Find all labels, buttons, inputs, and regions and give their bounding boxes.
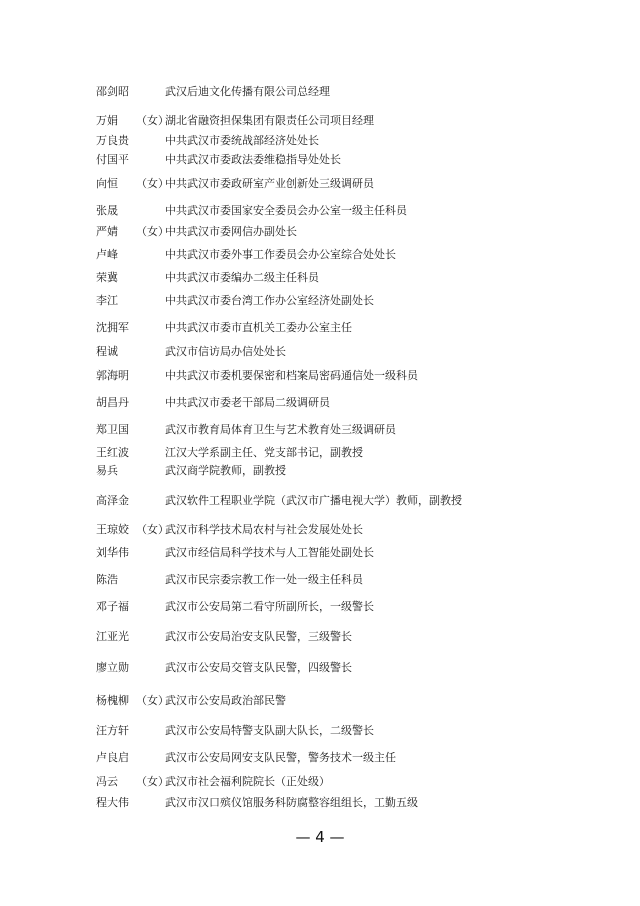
person-title: 武汉市汉口殡仪馆服务科防腐整容组组长，工勤五级 xyxy=(165,796,418,809)
person-title: 武汉市公安局第二看守所副所长，一级警长 xyxy=(165,600,374,613)
person-gender: （女） xyxy=(136,523,169,536)
person-name: 万良贵 xyxy=(96,134,129,147)
person-title: 中共武汉市委机要保密和档案局密码通信处一级科员 xyxy=(165,369,418,382)
person-title: 武汉商学院教师，副教授 xyxy=(165,464,286,477)
person-title: 武汉市社会福利院院长（正处级） xyxy=(165,775,330,788)
person-gender: （女） xyxy=(136,177,169,190)
person-name: 程诚 xyxy=(96,345,118,358)
person-name: 郭海明 xyxy=(96,369,129,382)
person-title: 中共武汉市委网信办副处长 xyxy=(165,225,297,238)
person-title: 湖北省融资担保集团有限责任公司项目经理 xyxy=(165,114,374,127)
person-title: 中共武汉市委台湾工作办公室经济处副处长 xyxy=(165,294,374,307)
person-name: 程大伟 xyxy=(96,796,129,809)
person-title: 中共武汉市委老干部局二级调研员 xyxy=(165,396,330,409)
person-title: 中共武汉市委市直机关工委办公室主任 xyxy=(165,321,352,334)
person-name: 向恒 xyxy=(96,177,118,190)
person-title: 武汉后迪文化传播有限公司总经理 xyxy=(165,85,330,98)
person-name: 郑卫国 xyxy=(96,423,129,436)
person-title: 江汉大学系副主任、党支部书记，副教授 xyxy=(165,446,363,459)
person-name: 荣冀 xyxy=(96,271,118,284)
person-name: 高泽金 xyxy=(96,494,129,507)
person-gender: （女） xyxy=(136,775,169,788)
person-title: 中共武汉市委外事工作委员会办公室综合处处长 xyxy=(165,248,396,261)
person-title: 中共武汉市委编办二级主任科员 xyxy=(165,271,319,284)
person-name: 卢峰 xyxy=(96,248,118,261)
person-title: 武汉市公安局网安支队民警，警务技术一级主任 xyxy=(165,751,396,764)
person-name: 冯云 xyxy=(96,775,118,788)
person-name: 王红波 xyxy=(96,446,129,459)
person-title: 武汉市公安局交管支队民警，四级警长 xyxy=(165,661,352,674)
person-name: 邓子福 xyxy=(96,600,129,613)
person-name: 陈浩 xyxy=(96,573,118,586)
person-name: 沈拥军 xyxy=(96,321,129,334)
person-title: 武汉市公安局政治部民警 xyxy=(165,694,286,707)
person-gender: （女） xyxy=(136,225,169,238)
person-name: 付国平 xyxy=(96,153,129,166)
person-name: 刘华伟 xyxy=(96,546,129,559)
person-name: 卢良启 xyxy=(96,751,129,764)
person-title: 武汉市公安局特警支队副大队长，二级警长 xyxy=(165,724,374,737)
page-number: — 4 — xyxy=(295,828,345,846)
person-title: 武汉市信访局办信处处长 xyxy=(165,345,286,358)
person-title: 武汉软件工程职业学院（武汉市广播电视大学）教师，副教授 xyxy=(165,494,462,507)
person-title: 武汉市科学技术局农村与社会发展处处长 xyxy=(165,523,363,536)
person-name: 江亚光 xyxy=(96,630,129,643)
person-title: 武汉市民宗委宗教工作一处一级主任科员 xyxy=(165,573,363,586)
person-name: 廖立勋 xyxy=(96,661,129,674)
person-title: 中共武汉市委国家安全委员会办公室一级主任科员 xyxy=(165,204,407,217)
person-name: 邵剑昭 xyxy=(96,85,129,98)
person-name: 张晟 xyxy=(96,204,118,217)
person-name: 易兵 xyxy=(96,464,118,477)
person-title: 中共武汉市委统战部经济处处长 xyxy=(165,134,319,147)
person-title: 中共武汉市委政研室产业创新处三级调研员 xyxy=(165,177,374,190)
person-name: 汪方轩 xyxy=(96,724,129,737)
person-name: 李江 xyxy=(96,294,118,307)
person-gender: （女） xyxy=(136,114,169,127)
person-name: 王琼姣 xyxy=(96,523,129,536)
person-title: 武汉市经信局科学技术与人工智能处副处长 xyxy=(165,546,374,559)
person-title: 中共武汉市委政法委维稳指导处处长 xyxy=(165,153,341,166)
person-name: 严婧 xyxy=(96,225,118,238)
person-name: 胡昌丹 xyxy=(96,396,129,409)
person-title: 武汉市教育局体育卫生与艺术教育处三级调研员 xyxy=(165,423,396,436)
person-name: 万娟 xyxy=(96,114,118,127)
person-title: 武汉市公安局治安支队民警，三级警长 xyxy=(165,630,352,643)
person-name: 杨槐柳 xyxy=(96,694,129,707)
person-gender: （女） xyxy=(136,694,169,707)
